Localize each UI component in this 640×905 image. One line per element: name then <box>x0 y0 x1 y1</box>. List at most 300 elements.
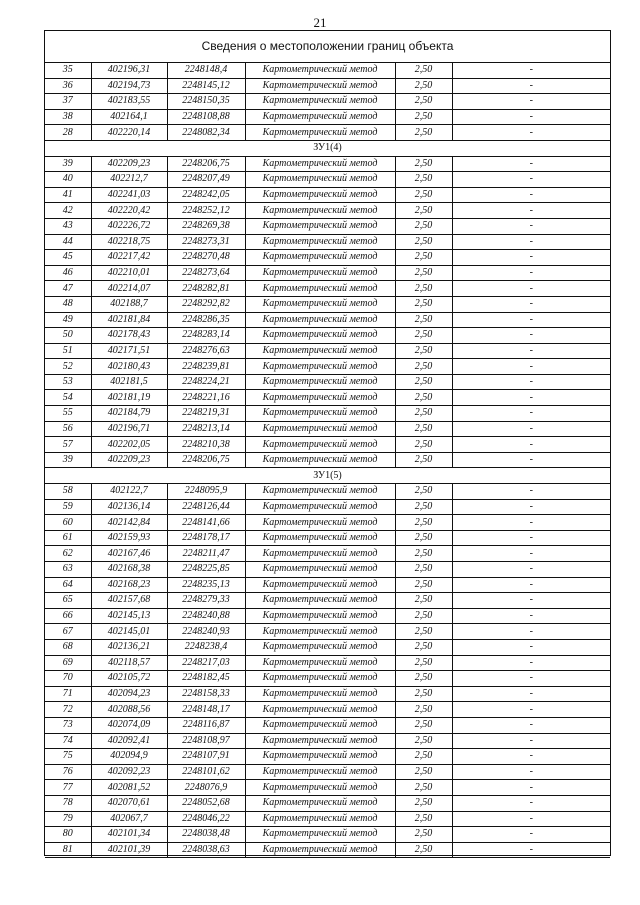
table-row <box>45 312 610 328</box>
table-row <box>45 780 610 796</box>
table-row <box>45 63 610 78</box>
description-cell: - <box>452 63 610 78</box>
coord-y: 2248283,14 <box>167 328 245 344</box>
coordinates-sheet <box>44 30 611 856</box>
point-number: 62 <box>45 546 91 562</box>
coord-y: 2248282,81 <box>167 281 245 297</box>
table-row <box>45 733 610 749</box>
point-number: 49 <box>45 312 91 328</box>
accuracy-cell: 2,50 <box>395 265 452 281</box>
accuracy-cell: 2,50 <box>395 827 452 843</box>
table-row <box>45 94 610 110</box>
description-cell: - <box>452 780 610 796</box>
point-number: 75 <box>45 749 91 765</box>
table-row <box>45 515 610 531</box>
description-cell: - <box>452 172 610 188</box>
table-row <box>45 749 610 765</box>
method-cell: Картометрический метод <box>245 156 395 172</box>
table-row <box>45 203 610 219</box>
table-row <box>45 499 610 515</box>
coord-x: 402178,43 <box>91 328 167 344</box>
accuracy-cell: 2,50 <box>395 359 452 375</box>
coord-y: 2248273,31 <box>167 234 245 250</box>
coord-x: 402092,23 <box>91 764 167 780</box>
point-number: 72 <box>45 702 91 718</box>
table-row <box>45 827 610 843</box>
description-cell: - <box>452 265 610 281</box>
table-row <box>45 406 610 422</box>
point-number: 39 <box>45 452 91 468</box>
table-row <box>45 328 610 344</box>
method-cell: Картометрический метод <box>245 265 395 281</box>
point-number: 54 <box>45 390 91 406</box>
table-row <box>45 452 610 468</box>
point-number: 57 <box>45 437 91 453</box>
description-cell: - <box>452 78 610 94</box>
point-number: 37 <box>45 94 91 110</box>
coord-y: 2248116,87 <box>167 717 245 733</box>
table-row <box>45 343 610 359</box>
coordinates-table <box>45 63 610 858</box>
point-number: 70 <box>45 671 91 687</box>
description-cell: - <box>452 187 610 203</box>
accuracy-cell: 2,50 <box>395 530 452 546</box>
coord-x: 402180,43 <box>91 359 167 375</box>
accuracy-cell: 2,50 <box>395 733 452 749</box>
description-cell: - <box>452 764 610 780</box>
method-cell: Картометрический метод <box>245 842 395 858</box>
table-row <box>45 437 610 453</box>
accuracy-cell: 2,50 <box>395 250 452 266</box>
coord-x: 402088,56 <box>91 702 167 718</box>
accuracy-cell: 2,50 <box>395 437 452 453</box>
coord-x: 402212,7 <box>91 172 167 188</box>
accuracy-cell: 2,50 <box>395 452 452 468</box>
accuracy-cell: 2,50 <box>395 593 452 609</box>
coord-x: 402220,14 <box>91 125 167 141</box>
coord-y: 2248211,47 <box>167 546 245 562</box>
accuracy-cell: 2,50 <box>395 484 452 500</box>
coord-y: 2248038,48 <box>167 827 245 843</box>
table-row <box>45 671 610 687</box>
table-row <box>45 546 610 562</box>
accuracy-cell: 2,50 <box>395 125 452 141</box>
table-row <box>45 172 610 188</box>
method-cell: Картометрический метод <box>245 499 395 515</box>
coord-y: 2248101,62 <box>167 764 245 780</box>
point-number: 63 <box>45 562 91 578</box>
method-cell: Картометрический метод <box>245 686 395 702</box>
table-row <box>45 281 610 297</box>
method-cell: Картометрический метод <box>245 608 395 624</box>
table-row <box>45 421 610 437</box>
description-cell: - <box>452 125 610 141</box>
accuracy-cell: 2,50 <box>395 374 452 390</box>
accuracy-cell: 2,50 <box>395 390 452 406</box>
table-row <box>45 265 610 281</box>
coord-x: 402118,57 <box>91 655 167 671</box>
coord-x: 402145,13 <box>91 608 167 624</box>
point-number: 55 <box>45 406 91 422</box>
coord-y: 2248279,33 <box>167 593 245 609</box>
coord-y: 2248108,97 <box>167 733 245 749</box>
coord-y: 2248240,93 <box>167 624 245 640</box>
coord-y: 2248148,17 <box>167 702 245 718</box>
accuracy-cell: 2,50 <box>395 234 452 250</box>
point-number: 60 <box>45 515 91 531</box>
method-cell: Картометрический метод <box>245 343 395 359</box>
accuracy-cell: 2,50 <box>395 109 452 125</box>
table-row <box>45 811 610 827</box>
coord-y: 2248238,4 <box>167 639 245 655</box>
accuracy-cell: 2,50 <box>395 296 452 312</box>
method-cell: Картометрический метод <box>245 655 395 671</box>
method-cell: Картометрический метод <box>245 484 395 500</box>
coord-x: 402209,23 <box>91 452 167 468</box>
coord-x: 402181,5 <box>91 374 167 390</box>
point-number: 65 <box>45 593 91 609</box>
description-cell: - <box>452 406 610 422</box>
accuracy-cell: 2,50 <box>395 686 452 702</box>
coord-x: 402101,34 <box>91 827 167 843</box>
table-row <box>45 359 610 375</box>
description-cell: - <box>452 624 610 640</box>
table-row <box>45 562 610 578</box>
method-cell: Картометрический метод <box>245 811 395 827</box>
coord-x: 402094,9 <box>91 749 167 765</box>
coord-y: 2248242,05 <box>167 187 245 203</box>
accuracy-cell: 2,50 <box>395 187 452 203</box>
method-cell: Картометрический метод <box>245 671 395 687</box>
coord-x: 402070,61 <box>91 795 167 811</box>
point-number: 41 <box>45 187 91 203</box>
description-cell: - <box>452 234 610 250</box>
table-row <box>45 717 610 733</box>
coord-y: 2248292,82 <box>167 296 245 312</box>
table-row <box>45 218 610 234</box>
point-number: 56 <box>45 421 91 437</box>
method-cell: Картометрический метод <box>245 187 395 203</box>
accuracy-cell: 2,50 <box>395 281 452 297</box>
description-cell: - <box>452 717 610 733</box>
coord-y: 2248213,14 <box>167 421 245 437</box>
method-cell: Картометрический метод <box>245 312 395 328</box>
description-cell: - <box>452 94 610 110</box>
method-cell: Картометрический метод <box>245 530 395 546</box>
coord-x: 402142,84 <box>91 515 167 531</box>
coord-x: 402157,68 <box>91 593 167 609</box>
point-number: 40 <box>45 172 91 188</box>
method-cell: Картометрический метод <box>245 218 395 234</box>
point-number: 78 <box>45 795 91 811</box>
point-number: 64 <box>45 577 91 593</box>
coord-y: 2248126,44 <box>167 499 245 515</box>
accuracy-cell: 2,50 <box>395 749 452 765</box>
point-number: 39 <box>45 156 91 172</box>
method-cell: Картометрический метод <box>245 452 395 468</box>
description-cell: - <box>452 795 610 811</box>
coord-y: 2248076,9 <box>167 780 245 796</box>
method-cell: Картометрический метод <box>245 125 395 141</box>
accuracy-cell: 2,50 <box>395 639 452 655</box>
accuracy-cell: 2,50 <box>395 94 452 110</box>
coord-y: 2248210,38 <box>167 437 245 453</box>
table-row <box>45 78 610 94</box>
point-number: 44 <box>45 234 91 250</box>
accuracy-cell: 2,50 <box>395 78 452 94</box>
description-cell: - <box>452 515 610 531</box>
table-row <box>45 250 610 266</box>
accuracy-cell: 2,50 <box>395 546 452 562</box>
method-cell: Картометрический метод <box>245 109 395 125</box>
coord-x: 402194,73 <box>91 78 167 94</box>
section-label: ЗУ1(4) <box>45 140 610 156</box>
coord-y: 2248141,66 <box>167 515 245 531</box>
coord-x: 402168,23 <box>91 577 167 593</box>
table-row <box>45 125 610 141</box>
accuracy-cell: 2,50 <box>395 203 452 219</box>
coord-y: 2248270,48 <box>167 250 245 266</box>
coord-x: 402092,41 <box>91 733 167 749</box>
point-number: 74 <box>45 733 91 749</box>
description-cell: - <box>452 639 610 655</box>
accuracy-cell: 2,50 <box>395 562 452 578</box>
accuracy-cell: 2,50 <box>395 218 452 234</box>
accuracy-cell: 2,50 <box>395 312 452 328</box>
accuracy-cell: 2,50 <box>395 624 452 640</box>
point-number: 42 <box>45 203 91 219</box>
accuracy-cell: 2,50 <box>395 156 452 172</box>
coord-x: 402241,03 <box>91 187 167 203</box>
accuracy-cell: 2,50 <box>395 780 452 796</box>
method-cell: Картометрический метод <box>245 374 395 390</box>
coord-x: 402196,71 <box>91 421 167 437</box>
coord-y: 2248052,68 <box>167 795 245 811</box>
description-cell: - <box>452 218 610 234</box>
coord-y: 2248107,91 <box>167 749 245 765</box>
coord-y: 2248224,21 <box>167 374 245 390</box>
method-cell: Картометрический метод <box>245 780 395 796</box>
method-cell: Картометрический метод <box>245 624 395 640</box>
coord-y: 2248178,17 <box>167 530 245 546</box>
coord-x: 402196,31 <box>91 63 167 78</box>
method-cell: Картометрический метод <box>245 328 395 344</box>
method-cell: Картометрический метод <box>245 795 395 811</box>
method-cell: Картометрический метод <box>245 78 395 94</box>
coord-x: 402220,42 <box>91 203 167 219</box>
coord-x: 402226,72 <box>91 218 167 234</box>
coord-x: 402145,01 <box>91 624 167 640</box>
description-cell: - <box>452 546 610 562</box>
method-cell: Картометрический метод <box>245 733 395 749</box>
point-number: 36 <box>45 78 91 94</box>
method-cell: Картометрический метод <box>245 203 395 219</box>
coord-x: 402210,01 <box>91 265 167 281</box>
coord-y: 2248273,64 <box>167 265 245 281</box>
coord-x: 402136,21 <box>91 639 167 655</box>
description-cell: - <box>452 842 610 858</box>
description-cell: - <box>452 281 610 297</box>
table-row <box>45 702 610 718</box>
accuracy-cell: 2,50 <box>395 717 452 733</box>
accuracy-cell: 2,50 <box>395 608 452 624</box>
description-cell: - <box>452 452 610 468</box>
method-cell: Картометрический метод <box>245 421 395 437</box>
table-row <box>45 639 610 655</box>
method-cell: Картометрический метод <box>245 562 395 578</box>
coord-y: 2248108,88 <box>167 109 245 125</box>
coord-y: 2248206,75 <box>167 156 245 172</box>
coord-x: 402209,23 <box>91 156 167 172</box>
point-number: 35 <box>45 63 91 78</box>
description-cell: - <box>452 374 610 390</box>
coord-x: 402159,93 <box>91 530 167 546</box>
coord-y: 2248046,22 <box>167 811 245 827</box>
coord-y: 2248240,88 <box>167 608 245 624</box>
table-row <box>45 374 610 390</box>
table-row <box>45 577 610 593</box>
point-number: 53 <box>45 374 91 390</box>
table-row <box>45 655 610 671</box>
method-cell: Картометрический метод <box>245 577 395 593</box>
point-number: 73 <box>45 717 91 733</box>
coord-x: 402081,52 <box>91 780 167 796</box>
point-number: 47 <box>45 281 91 297</box>
description-cell: - <box>452 608 610 624</box>
coord-x: 402171,51 <box>91 343 167 359</box>
method-cell: Картометрический метод <box>245 390 395 406</box>
coord-y: 2248252,12 <box>167 203 245 219</box>
coord-x: 402105,72 <box>91 671 167 687</box>
description-cell: - <box>452 343 610 359</box>
method-cell: Картометрический метод <box>245 749 395 765</box>
coord-x: 402101,39 <box>91 842 167 858</box>
point-number: 61 <box>45 530 91 546</box>
method-cell: Картометрический метод <box>245 359 395 375</box>
description-cell: - <box>452 421 610 437</box>
accuracy-cell: 2,50 <box>395 406 452 422</box>
method-cell: Картометрический метод <box>245 827 395 843</box>
point-number: 52 <box>45 359 91 375</box>
description-cell: - <box>452 390 610 406</box>
description-cell: - <box>452 562 610 578</box>
table-row <box>45 593 610 609</box>
method-cell: Картометрический метод <box>245 250 395 266</box>
coord-x: 402074,09 <box>91 717 167 733</box>
method-cell: Картометрический метод <box>245 593 395 609</box>
point-number: 69 <box>45 655 91 671</box>
coord-x: 402218,75 <box>91 234 167 250</box>
coord-x: 402183,55 <box>91 94 167 110</box>
coord-y: 2248239,81 <box>167 359 245 375</box>
method-cell: Картометрический метод <box>245 717 395 733</box>
table-row <box>45 624 610 640</box>
coord-y: 2248145,12 <box>167 78 245 94</box>
coord-x: 402136,14 <box>91 499 167 515</box>
point-number: 67 <box>45 624 91 640</box>
description-cell: - <box>452 655 610 671</box>
point-number: 45 <box>45 250 91 266</box>
accuracy-cell: 2,50 <box>395 343 452 359</box>
description-cell: - <box>452 593 610 609</box>
description-cell: - <box>452 530 610 546</box>
coord-x: 402181,19 <box>91 390 167 406</box>
point-number: 79 <box>45 811 91 827</box>
description-cell: - <box>452 156 610 172</box>
coord-y: 2248225,85 <box>167 562 245 578</box>
coord-y: 2248235,13 <box>167 577 245 593</box>
point-number: 58 <box>45 484 91 500</box>
description-cell: - <box>452 733 610 749</box>
table-row <box>45 530 610 546</box>
description-cell: - <box>452 577 610 593</box>
method-cell: Картометрический метод <box>245 702 395 718</box>
coord-x: 402217,42 <box>91 250 167 266</box>
accuracy-cell: 2,50 <box>395 764 452 780</box>
accuracy-cell: 2,50 <box>395 811 452 827</box>
coord-y: 2248276,63 <box>167 343 245 359</box>
coord-x: 402214,07 <box>91 281 167 297</box>
table-row <box>45 109 610 125</box>
point-number: 46 <box>45 265 91 281</box>
point-number: 43 <box>45 218 91 234</box>
coord-y: 2248221,16 <box>167 390 245 406</box>
section-label: ЗУ1(5) <box>45 468 610 484</box>
table-row <box>45 187 610 203</box>
coord-x: 402167,46 <box>91 546 167 562</box>
description-cell: - <box>452 250 610 266</box>
point-number: 76 <box>45 764 91 780</box>
coord-y: 2248217,03 <box>167 655 245 671</box>
description-cell: - <box>452 296 610 312</box>
accuracy-cell: 2,50 <box>395 702 452 718</box>
description-cell: - <box>452 811 610 827</box>
coord-y: 2248207,49 <box>167 172 245 188</box>
point-number: 59 <box>45 499 91 515</box>
point-number: 48 <box>45 296 91 312</box>
method-cell: Картометрический метод <box>245 515 395 531</box>
table-row <box>45 296 610 312</box>
accuracy-cell: 2,50 <box>395 328 452 344</box>
coord-x: 402067,7 <box>91 811 167 827</box>
accuracy-cell: 2,50 <box>395 671 452 687</box>
table-row <box>45 234 610 250</box>
coord-y: 2248219,31 <box>167 406 245 422</box>
accuracy-cell: 2,50 <box>395 499 452 515</box>
point-number: 28 <box>45 125 91 141</box>
description-cell: - <box>452 328 610 344</box>
coord-y: 2248182,45 <box>167 671 245 687</box>
method-cell: Картометрический метод <box>245 63 395 78</box>
accuracy-cell: 2,50 <box>395 577 452 593</box>
point-number: 71 <box>45 686 91 702</box>
coord-y: 2248206,75 <box>167 452 245 468</box>
coord-y: 2248148,4 <box>167 63 245 78</box>
description-cell: - <box>452 312 610 328</box>
point-number: 77 <box>45 780 91 796</box>
method-cell: Картометрический метод <box>245 234 395 250</box>
description-cell: - <box>452 671 610 687</box>
accuracy-cell: 2,50 <box>395 655 452 671</box>
description-cell: - <box>452 749 610 765</box>
method-cell: Картометрический метод <box>245 172 395 188</box>
table-caption: Сведения о местоположении границ объекта <box>45 31 610 63</box>
method-cell: Картометрический метод <box>245 639 395 655</box>
description-cell: - <box>452 827 610 843</box>
method-cell: Картометрический метод <box>245 94 395 110</box>
table-row <box>45 764 610 780</box>
coord-x: 402202,05 <box>91 437 167 453</box>
